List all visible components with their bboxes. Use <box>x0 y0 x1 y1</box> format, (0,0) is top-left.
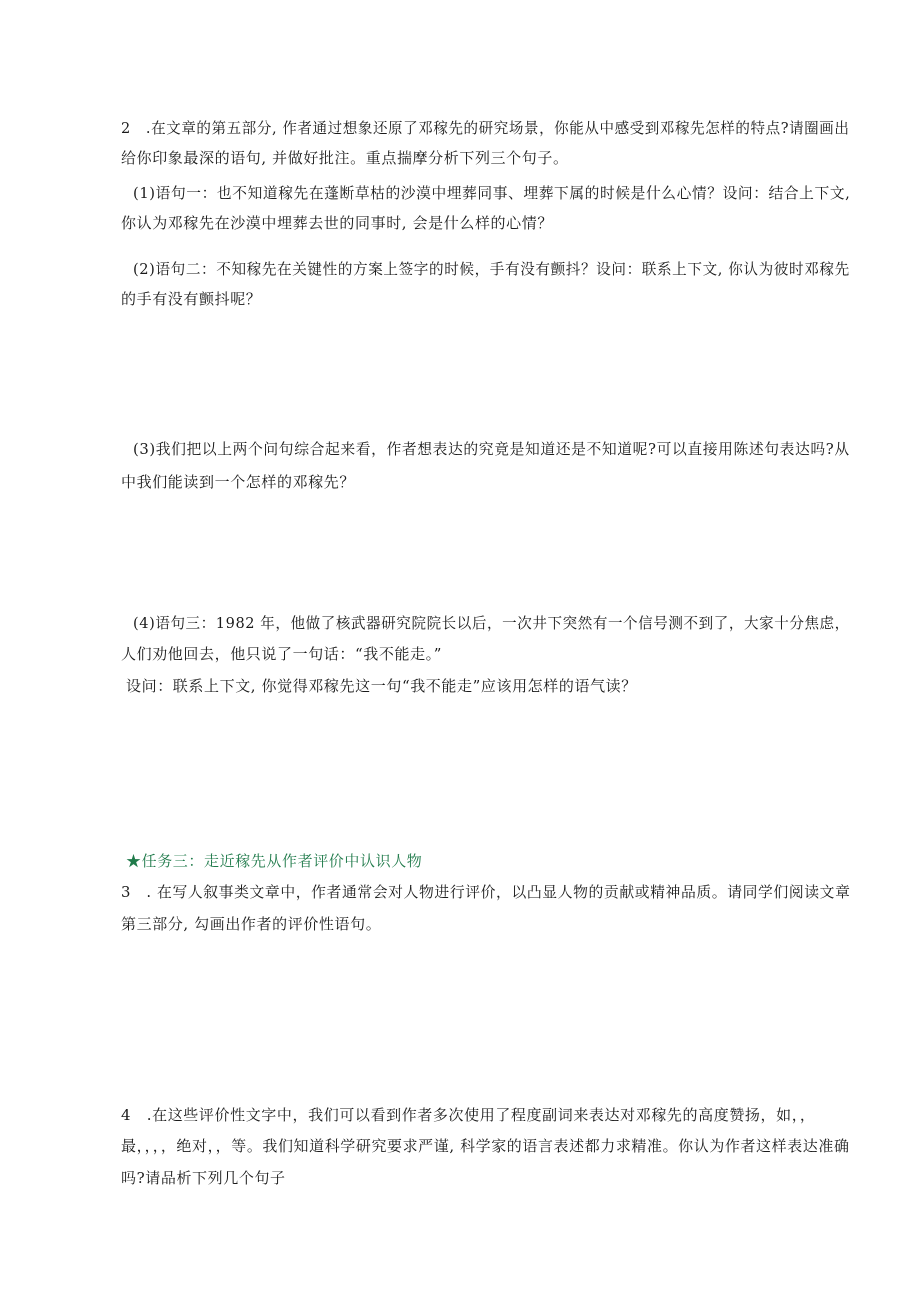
q2-sentence4-line-1: (4)语句三：1982 年，他做了核武器研究院院长以后，一次井下突然有一个信号测不到了，大家十分焦虑， <box>133 614 850 632</box>
q2-sentence3-line-2: 中我们能读到一个怎样的邓稼先？ <box>121 473 356 491</box>
star-icon: ★ <box>126 852 142 870</box>
q4-line-2: 最，，，，绝对，，等。我们知道科学研究要求严谨, 科学家的语言表述都力求精准。你认为作者这样表达准确 <box>121 1137 850 1155</box>
q2-sentence1-line-2: 你认为邓稼先在沙漠中埋葬去世的同事时, 会是什么样的心情？ <box>121 214 553 232</box>
q2-sentence3-line-1: (3)我们把以上两个问句综合起来看，作者想表达的究竟是知道还是不知道呢?可以直接用陈述句表达吗?从 <box>133 440 850 458</box>
q2-sentence4-line-2: 人们劝他回去，他只说了一句话：“我不能走。” <box>121 645 443 663</box>
q2-sentence2-line-2: 的手有没有颤抖呢？ <box>121 290 262 308</box>
q2-sentence4-line-3: 设问：联系上下文, 你觉得邓稼先这一句“我不能走”应该用怎样的语气读？ <box>126 677 637 695</box>
task3-title: 任务三：走近稼先从作者评价中认识人物 <box>141 852 423 870</box>
q2-intro-line-2: 给你印象最深的语句, 并做好批注。重点揣摩分析下列三个句子。 <box>121 149 569 167</box>
q3-line-2: 第三部分, 勾画出作者的评价性语句。 <box>121 915 382 933</box>
q2-sentence2-line-1: (2)语句二：不知稼先在关键性的方案上签字的时候，手有没有颤抖？设问：联系上下文, 你认为彼时邓稼先 <box>133 260 850 278</box>
q4-line-3: 吗?请品析下列几个句子 <box>121 1169 286 1187</box>
q4-line-1: 4 .在这些评价性文字中，我们可以看到作者多次使用了程度副词来表达对邓稼先的高度赞扬，如，， <box>121 1106 816 1124</box>
task3-heading <box>126 851 422 871</box>
q3-line-1: 3 . 在写人叙事类文章中，作者通常会对人物进行评价，以凸显人物的贡献或精神品质。请同学们阅读文章 <box>121 883 851 901</box>
q2-sentence1-line-1: (1)语句一：也不知道稼先在蓬断草枯的沙漠中埋葬同事、埋葬下属的时候是什么心情？设问：结合上下文, <box>133 184 851 202</box>
q2-intro-line-1: 2 .在文章的第五部分, 作者通过想象还原了邓稼先的研究场景，你能从中感受到邓稼先怎样的特点?请圈画出 <box>121 119 850 137</box>
